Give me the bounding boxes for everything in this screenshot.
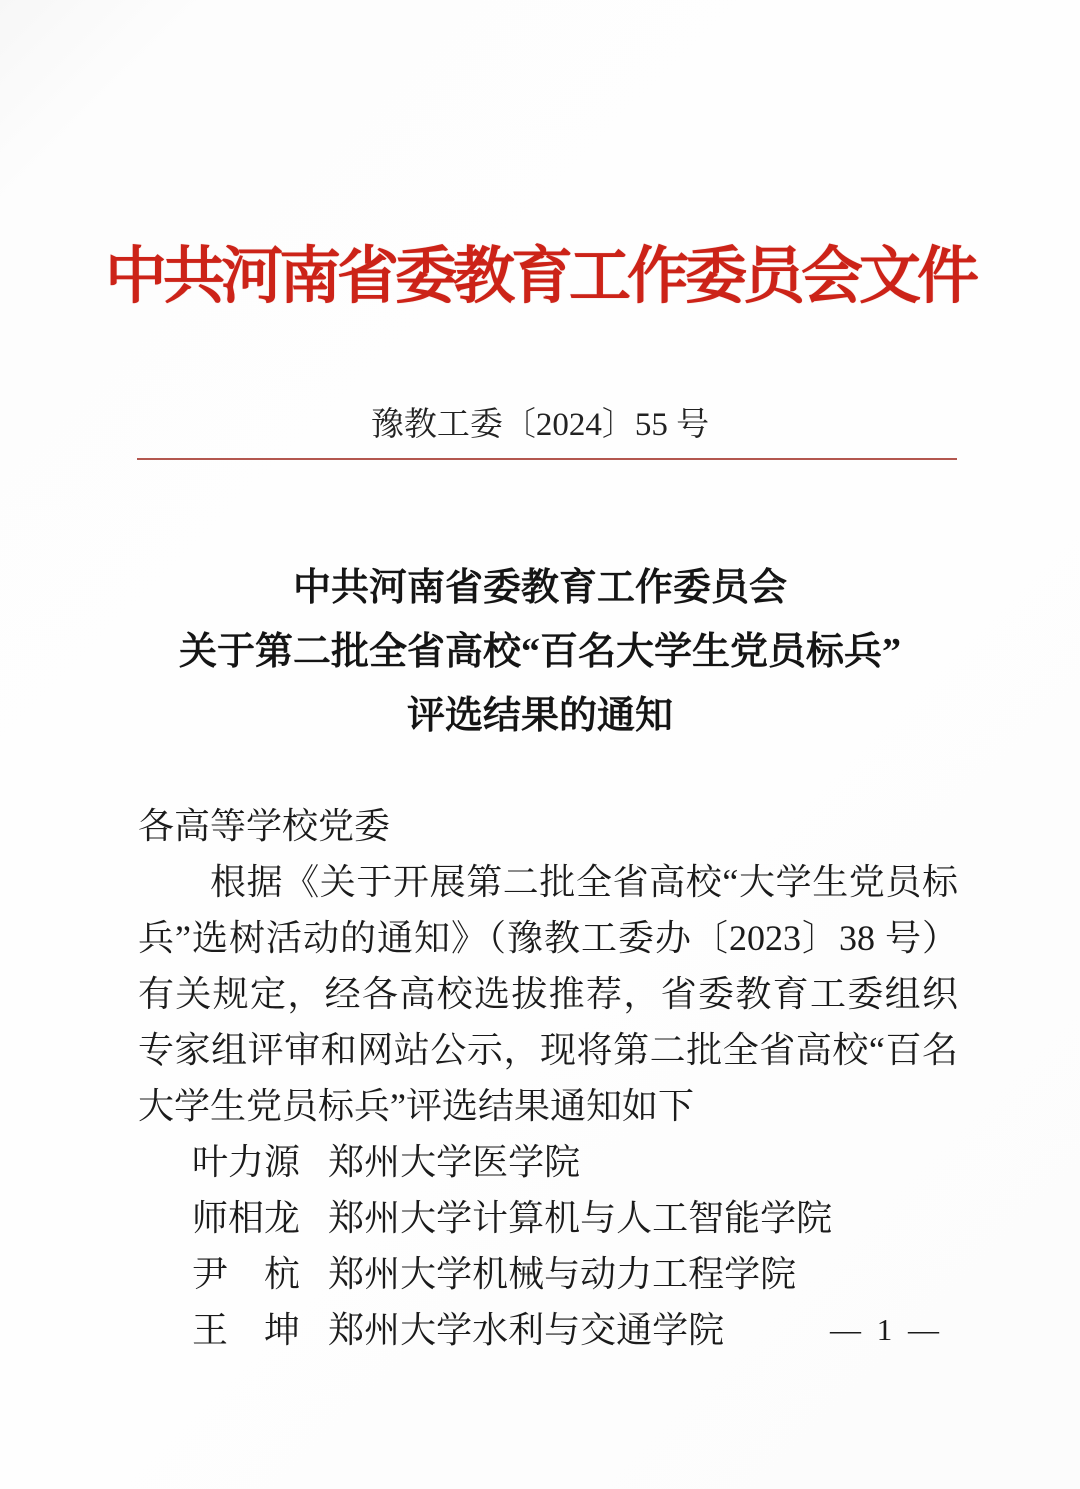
document-number: 豫教工委〔2024〕55 号 bbox=[370, 407, 710, 443]
document-title-line-2: 关于第二批全省高校“百名大学生党员标兵” bbox=[178, 631, 901, 673]
awardee-college: 郑州大学计算机与人工智能学院 bbox=[328, 1198, 833, 1238]
awardee-name: 叶力源 bbox=[192, 1142, 301, 1182]
document-title-line-3: 评选结果的通知 bbox=[406, 695, 673, 737]
red-divider-line bbox=[137, 458, 957, 460]
main-paragraph: 根据《关于开展第二批全省高校“大学生党员标兵”选树活动的通知》（豫教工委办〔2023〕38 号）有关规定，经各高校选拔推荐，省委教育工委组织专家组评审和网站公示，现将第二批全省高校“百名大学生党员标兵”评选结果通知如下 bbox=[138, 862, 958, 1126]
awardee-row bbox=[192, 1190, 958, 1246]
awardee-name: 王 坤 bbox=[192, 1310, 301, 1350]
document-title bbox=[0, 556, 1080, 748]
document-body bbox=[138, 798, 958, 1358]
salutation: 各高等学校党委 bbox=[138, 806, 391, 846]
awardee-name: 尹 杭 bbox=[192, 1254, 301, 1294]
document-title-line-1: 中共河南省委教育工作委员会 bbox=[292, 567, 787, 609]
awardee-college: 郑州大学机械与动力工程学院 bbox=[328, 1254, 797, 1294]
awardee-row bbox=[192, 1246, 958, 1302]
page-number: — 1 — bbox=[830, 1312, 943, 1347]
awardee-row bbox=[192, 1134, 958, 1190]
red-letterhead-title: 中共河南省委教育工作委员会文件 bbox=[104, 243, 975, 311]
awardee-college: 郑州大学水利与交通学院 bbox=[328, 1310, 725, 1350]
awardee-college: 郑州大学医学院 bbox=[328, 1142, 581, 1182]
awardee-name: 师相龙 bbox=[192, 1198, 301, 1238]
